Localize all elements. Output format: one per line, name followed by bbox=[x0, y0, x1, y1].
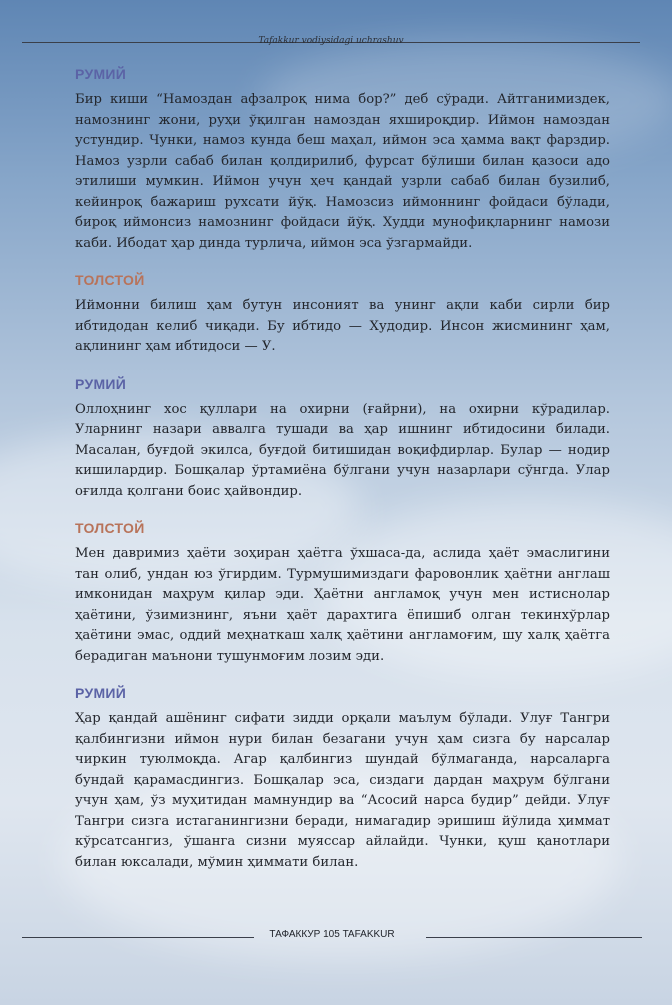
footer-rule-right bbox=[426, 937, 642, 938]
dialogue-section bbox=[75, 66, 610, 254]
dialogue-section bbox=[75, 685, 610, 873]
speech-paragraph: Бир киши “Намоздан афзалроқ нима бор?” деб сўради. Айтганимиздек, намознинг жони, руҳи ўқилган намоздан яхшироқдир. Иймон намоздан устундир. Чунки, намоз кунда беш маҳал, иймон эса ҳамма вақт фарздир. Намоз узрли сабаб билан қолдирилиб, фурсат бўлиши билан қазоси адо этилиши мумкин. Иймон учун ҳеч қандай узрли сабаб билан бузилиб, кейинроқ бажариш рухсати йўқ. Намозсиз иймоннинг фойдаси бўлади, бироқ иймонсиз намознинг фойдаси йўқ. Худди мунофиқларнинг намози каби. Ибодат ҳар динда турлича, иймон эса ўзгармайди. bbox=[75, 92, 610, 251]
dialogue-section bbox=[75, 376, 610, 503]
speaker-name: ТОЛСТОЙ bbox=[75, 520, 145, 536]
footer-text: ТАФАККУР 105 TAFAKKUR bbox=[269, 929, 395, 940]
page-footer bbox=[22, 929, 642, 943]
dialogue-section bbox=[75, 272, 610, 358]
speaker-name: ТОЛСТОЙ bbox=[75, 272, 145, 288]
speaker-name: РУМИЙ bbox=[75, 66, 127, 82]
speech-paragraph: Ҳар қандай ашёнинг сифати зидди орқали маълум бўлади. Улуғ Тангри қалбингизни иймон нури билан безагани учун ҳам сизга бу нарсалар чиркин туюлмоқда. Агар қалбингиз шундай бўлмаганда, нарсаларга бундай қарамасдингиз. Бошқалар эса, сиздаги дардан маҳрум бўлгани учун ҳам, ўз муҳитидан мамнундир ва “Асосий нарса будир” дейди. Улуғ Тангри сизга истаганингизни беради, нимагадир эришиш йўлида ҳиммат кўрсатсангиз, ўшанга сизни муяссар айлайди. Чунки, қуш қанотлари билан юксалади, мўмин ҳиммати билан. bbox=[75, 711, 610, 870]
dialogue-content bbox=[75, 66, 610, 891]
speech-paragraph: Мен давримиз ҳаёти зоҳиран ҳаётга ўхшаса-да, аслида ҳаёт эмаслигини тан олиб, ундан юз ўгирдим. Турмушимиздаги фаровонлик ҳаётни англаш имконидан маҳрум қилар эди. Ҳаётни англамоқ учун мен истиснолар ҳаётини, ўзимизнинг, яъни ҳаёт дарахтига ёпишиб олган текинхўрлар ҳаётини эмас, оддий меҳнаткаш халқ ҳаётини англамоғим, шу халқ ҳаётга берадиган маънони тушунмоғим лозим эди. bbox=[75, 546, 610, 664]
speech-paragraph: Оллоҳнинг хос қуллари на охирни (ғайрни), на охирни кўрадилар. Уларнинг назари аввалга тушади ва ҳар ишнинг ибтидосини билади. Масалан, буғдой экилса, буғдой битишидан воқифдирлар. Булар — нодир кишилардир. Бошқалар ўртамиёна бўлгани учун назарлари сўнгда. Улар оғилда қолгани боис ҳайвондир. bbox=[75, 401, 610, 499]
speaker-name: РУМИЙ bbox=[75, 685, 127, 701]
speech-paragraph: Иймонни билиш ҳам бутун инсоният ва унинг ақли каби сирли бир ибтидодан келиб чиқади. Бу ибтидо — Худодир. Инсон жисмининг ҳам, ақлининг ҳам ибтидоси — У. bbox=[75, 298, 610, 354]
speaker-name: РУМИЙ bbox=[75, 375, 127, 392]
running-header bbox=[22, 28, 640, 46]
running-title: Tafakkur vodiysidagi uchrashuv bbox=[258, 36, 404, 46]
dialogue-section bbox=[75, 520, 610, 667]
